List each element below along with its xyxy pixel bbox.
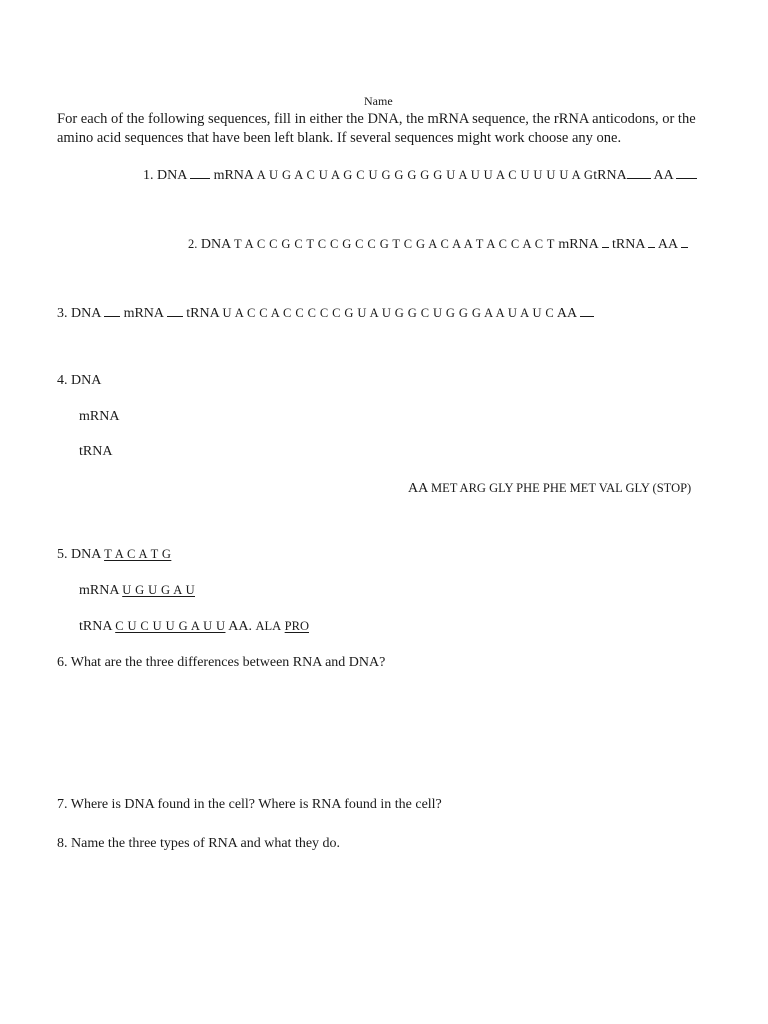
q3-dna-blank[interactable] xyxy=(104,305,120,317)
question-7: 7. Where is DNA found in the cell? Where is RNA found in the cell? xyxy=(57,797,442,812)
q5-mrna-line xyxy=(79,583,195,599)
q1-dna-blank[interactable] xyxy=(190,167,210,179)
q4-aa-sequence: MET ARG GLY PHE PHE MET VAL GLY (STOP) xyxy=(430,481,692,495)
question-2 xyxy=(188,236,688,253)
q1-aa-blank[interactable] xyxy=(676,167,697,179)
q1-mrna-label: mRNA xyxy=(213,168,254,183)
question-6: 6. What are the three differences between RNA and DNA? xyxy=(57,655,386,670)
q3-mrna-blank[interactable] xyxy=(167,305,183,317)
question-8: 8. Name the three types of RNA and what they do. xyxy=(57,836,341,851)
q2-trna-label: tRNA xyxy=(612,237,645,252)
q2-dna-sequence: T A C C G C T C C G C C G T C G A C A A T A C C A C T xyxy=(233,237,555,251)
q5-mrna-sequence: U G U G A U xyxy=(122,583,195,597)
q4-aa-line xyxy=(408,481,691,497)
q2-number: 2. xyxy=(188,237,198,251)
q3-number: 3. xyxy=(57,306,68,321)
q4-mrna-label: mRNA xyxy=(79,409,120,424)
q3-aa-label: AA xyxy=(556,306,577,321)
instructions: For each of the following sequences, fill in either the DNA, the mRNA sequence, the rRNA anticodons, or the amino acid sequences that have been left blank. If several sequences might work choose any one. xyxy=(57,111,696,146)
q3-dna-label: DNA xyxy=(71,306,101,321)
q2-trna-blank[interactable] xyxy=(648,236,655,248)
q5-aa-1: ALA xyxy=(255,619,282,633)
q5-dna-line xyxy=(57,547,171,563)
q1-trna-label: tRNA xyxy=(593,168,627,183)
q1-mrna-sequence: A U G A C U A G C U G G G G G U A U U A C U U U U A G xyxy=(256,168,594,182)
q3-mrna-label: mRNA xyxy=(123,306,164,321)
q3-trna-label: tRNA xyxy=(186,306,219,321)
q4-dna-label: DNA xyxy=(71,373,102,388)
q2-aa-blank[interactable] xyxy=(681,236,688,248)
q2-mrna-label: mRNA xyxy=(558,237,598,252)
q2-mrna-blank[interactable] xyxy=(602,236,609,248)
name-label: Name xyxy=(364,94,393,108)
q1-dna-label: DNA xyxy=(157,168,187,183)
q4-number: 4. xyxy=(57,373,68,388)
q5-aa-dot: . xyxy=(248,619,252,634)
q5-trna-sequence: C U C U U G A U U xyxy=(115,619,226,633)
q3-trna-sequence: U A C C A C C C C C G U A U G G C U G G G A A U A U C xyxy=(222,306,555,320)
q2-dna-label: DNA xyxy=(200,237,231,252)
q5-dna-label: DNA xyxy=(71,547,101,562)
q5-trna-label: tRNA xyxy=(79,619,112,634)
q4-dna-line xyxy=(57,373,101,389)
q4-aa-label: AA xyxy=(408,481,428,496)
q1-number: 1. xyxy=(143,168,154,183)
q4-trna-label: tRNA xyxy=(79,444,113,459)
question-3 xyxy=(57,305,594,322)
q5-aa-2: PRO xyxy=(284,619,309,633)
q2-aa-label: AA xyxy=(657,237,678,252)
q1-trna-blank[interactable] xyxy=(627,167,651,179)
q1-aa-label: AA xyxy=(653,168,673,183)
q5-dna-sequence: T A C A T G xyxy=(104,547,172,561)
q5-trna-line xyxy=(79,619,309,635)
question-1 xyxy=(143,167,697,184)
q3-aa-blank[interactable] xyxy=(580,305,594,317)
q5-mrna-label: mRNA xyxy=(79,583,119,598)
q5-aa-label: AA xyxy=(228,619,249,634)
q5-number: 5. xyxy=(57,547,68,562)
